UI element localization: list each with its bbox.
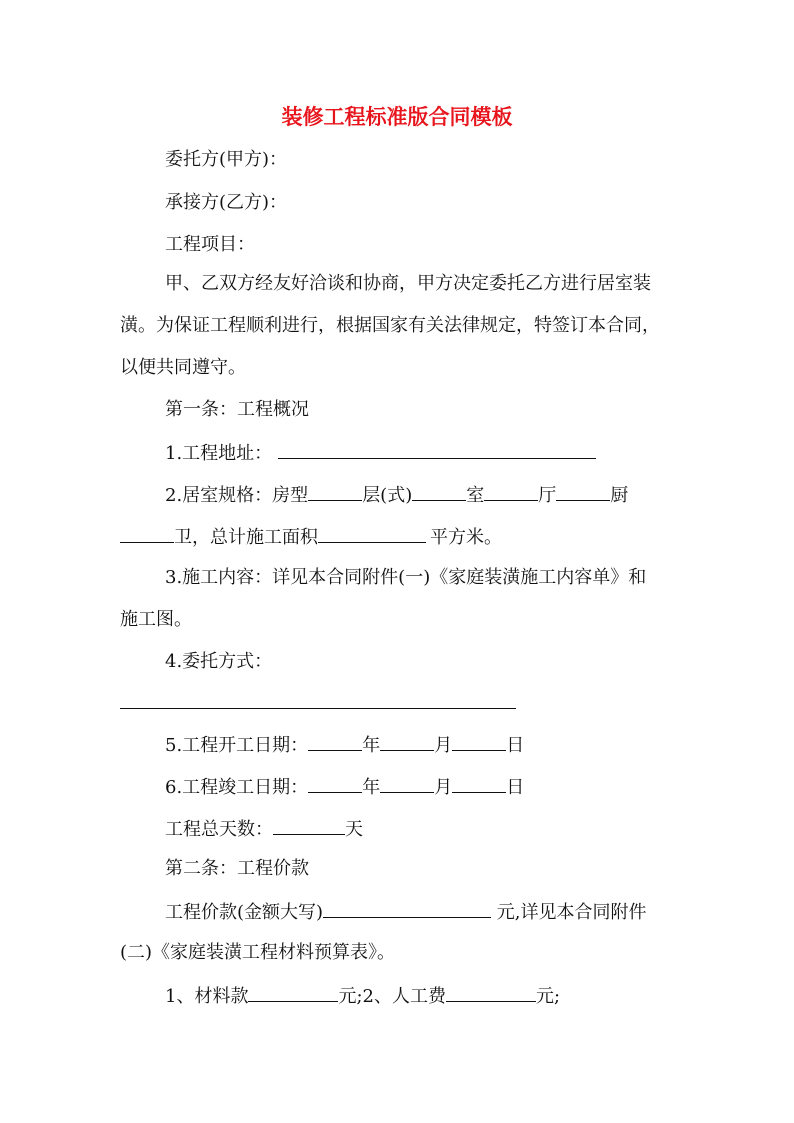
days-unit-text: 天 xyxy=(345,819,363,840)
spec-room-text: 室 xyxy=(466,485,485,506)
article-1-heading: 第一条：工程概况 xyxy=(165,399,309,420)
start-date-label: 5.工程开工日期： xyxy=(165,735,309,756)
method-line: 4.委托方式： xyxy=(165,651,273,672)
day-text: 日 xyxy=(506,735,525,756)
total-days-label: 工程总天数： xyxy=(165,819,273,840)
end-date-label: 6.工程竣工日期： xyxy=(165,777,309,798)
spec-kitchen-text: 厨 xyxy=(610,485,629,506)
spec-blank xyxy=(308,482,362,501)
project-line: 工程项目： xyxy=(165,234,255,255)
date-blank xyxy=(380,732,434,751)
spec-area-text: 卫，总计施工面积 xyxy=(174,527,318,548)
month-text: 月 xyxy=(434,777,453,798)
intro-line-3: 以便共同遵守。 xyxy=(120,357,246,378)
year-text: 年 xyxy=(362,777,381,798)
intro-line-1: 甲、乙双方经友好洽谈和协商，甲方决定委托乙方进行居室装 xyxy=(165,273,651,294)
start-date-line xyxy=(165,732,524,758)
spec-line xyxy=(165,482,628,508)
date-blank xyxy=(452,774,506,793)
spec-blank xyxy=(484,482,538,501)
days-blank xyxy=(273,816,345,835)
date-blank xyxy=(308,774,362,793)
area-blank xyxy=(318,524,426,543)
spec-line-2 xyxy=(120,524,502,550)
spec-label: 2.居室规格：房型 xyxy=(165,485,309,506)
date-blank xyxy=(308,732,362,751)
price-label: 工程价款(金额大写) xyxy=(165,902,324,923)
end-date-line xyxy=(165,774,524,800)
address-label: 1.工程地址： xyxy=(165,443,273,464)
fee-blank xyxy=(446,983,536,1002)
method-blank-line xyxy=(120,708,516,709)
spec-unit-text: 平方米。 xyxy=(430,527,502,548)
price-line xyxy=(165,899,647,925)
labor-fee-label: 元;2、人工费 xyxy=(338,986,446,1007)
day-text: 日 xyxy=(506,777,525,798)
month-text: 月 xyxy=(434,735,453,756)
spec-blank xyxy=(120,524,174,543)
price-line-2: (二)《家庭装潢工程材料预算表》。 xyxy=(120,942,396,963)
spec-floor-text: 层(式) xyxy=(362,485,413,506)
intro-line-2: 潢。为保证工程顺利进行，根据国家有关法律规定，特签订本合同， xyxy=(120,315,660,336)
client-line: 委托方(甲方)： xyxy=(165,149,288,170)
contractor-line: 承接方(乙方)： xyxy=(165,192,288,213)
date-blank xyxy=(452,732,506,751)
date-blank xyxy=(380,774,434,793)
total-days-line xyxy=(165,816,363,842)
price-suffix: 元,详见本合同附件 xyxy=(491,902,647,923)
address-line xyxy=(165,440,596,466)
price-blank xyxy=(323,899,491,918)
material-fee-label: 1、材料款 xyxy=(165,986,249,1007)
fee-blank xyxy=(248,983,338,1002)
content-line-2: 施工图。 xyxy=(120,609,192,630)
article-2-heading: 第二条：工程价款 xyxy=(165,858,309,879)
spec-blank xyxy=(556,482,610,501)
fee-line xyxy=(165,983,560,1009)
content-line-1: 3.施工内容：详见本合同附件(一)《家庭装潢施工内容单》和 xyxy=(165,567,647,588)
fee-suffix: 元; xyxy=(535,986,561,1007)
spec-blank xyxy=(412,482,466,501)
spec-hall-text: 厅 xyxy=(538,485,557,506)
year-text: 年 xyxy=(362,735,381,756)
address-blank xyxy=(278,440,596,459)
page-title: 装修工程标准版合同模板 xyxy=(281,104,513,129)
